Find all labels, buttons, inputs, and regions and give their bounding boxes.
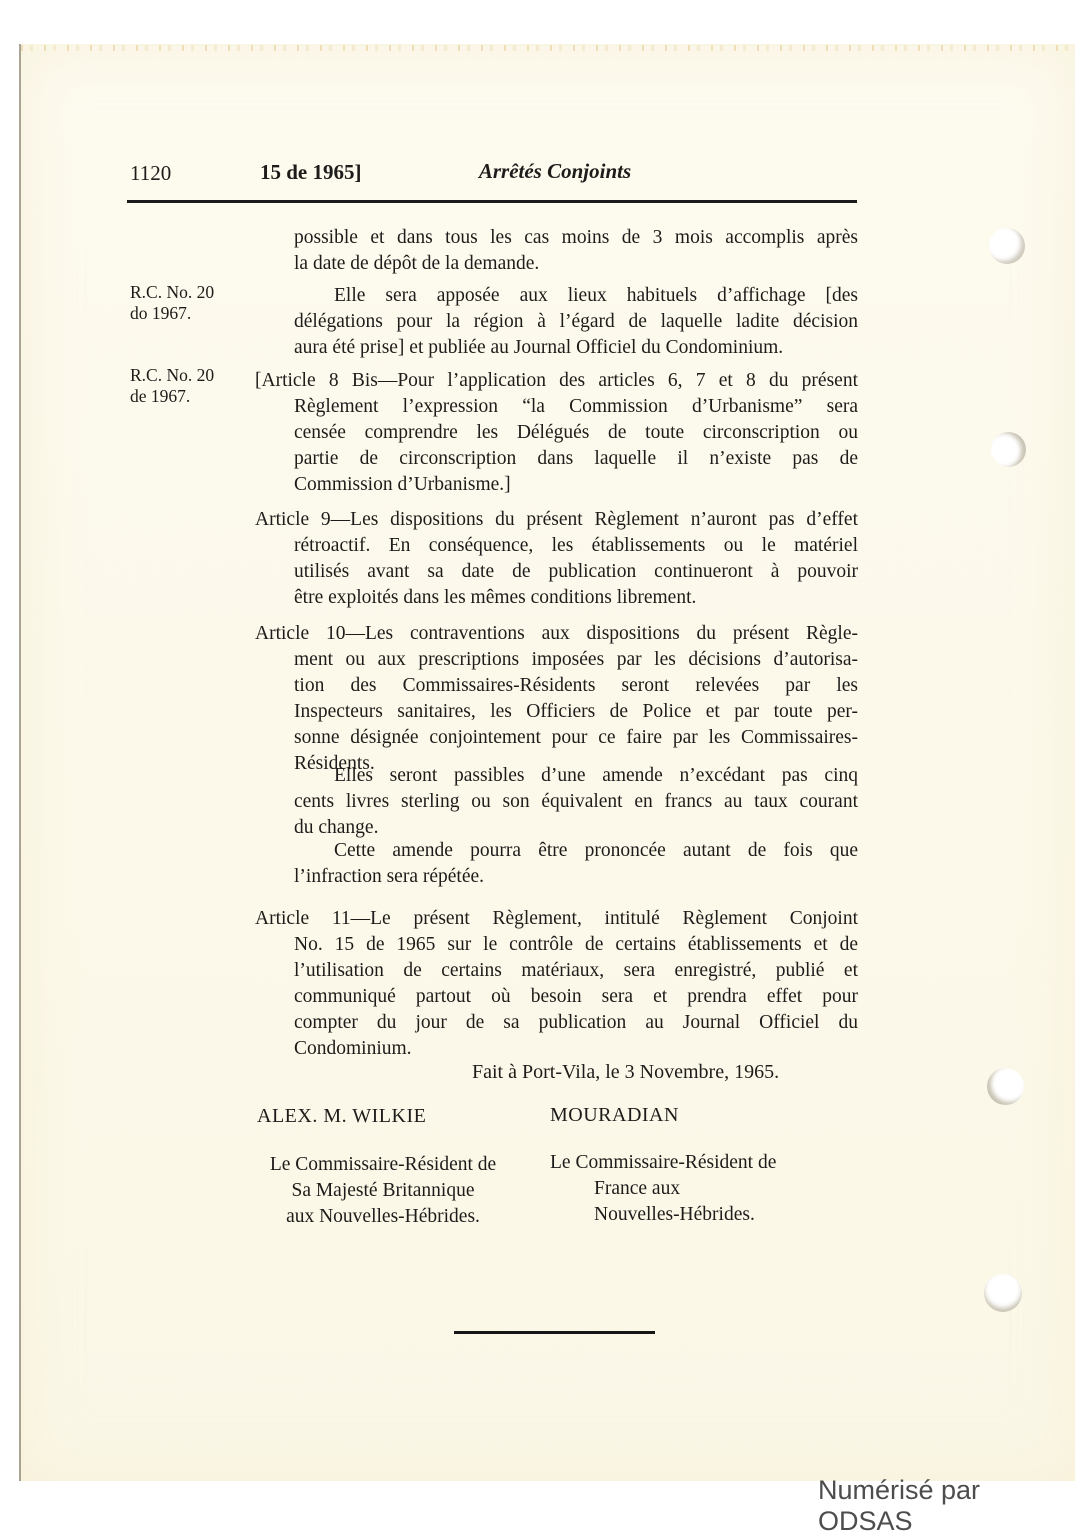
signatory-title-line: France aux <box>594 1178 681 1199</box>
signatory-title-french <box>550 1150 820 1228</box>
margin-note-line: R.C. No. 20 <box>130 282 215 302</box>
text-line: Condominium. <box>294 1038 412 1059</box>
signatory-title-british <box>250 1152 516 1230</box>
signatory-name-british: ALEX. M. WILKIE <box>257 1105 427 1127</box>
text-line: être exploités dans les mêmes conditions librement. <box>294 587 697 608</box>
text-line: l’utilisation de certains matériaux, sera enregistré, publié et <box>294 960 858 981</box>
text-line: aura été prise] et publiée au Journal Officiel du Condominium. <box>294 337 784 358</box>
margin-note-line: R.C. No. 20 <box>130 365 215 385</box>
margin-note <box>130 282 248 323</box>
text-line: Elle sera apposée aux lieux habituels d’affichage [des <box>334 285 858 306</box>
margin-note-line: do 1967. <box>130 302 192 323</box>
text-line: utilisés avant sa date de publication continueront à pouvoir <box>294 561 858 582</box>
paragraph <box>255 283 858 361</box>
text-line: possible et dans tous les cas moins de 3 mois accomplis après <box>294 227 858 248</box>
text-line: Cette amende pourra être prononcée autant de fois que <box>334 840 858 861</box>
text-line: l’infraction sera répétée. <box>294 866 485 887</box>
paragraph-article-11 <box>255 906 858 1062</box>
signatory-title-line: Sa Majesté Britannique <box>291 1180 475 1201</box>
signatory-name-french: MOURADIAN <box>550 1104 679 1126</box>
text-line: sonne désignée conjointement pour ce faire par les Commissaires- <box>294 727 858 748</box>
header-rule <box>127 200 857 203</box>
text-line: No. 15 de 1965 sur le contrôle de certains établissements et de <box>294 934 858 955</box>
signatory-title-line: Nouvelles-Hébrides. <box>594 1204 755 1225</box>
digitization-watermark: Numérisé par ODSAS <box>818 1475 981 1536</box>
punch-hole <box>989 228 1025 264</box>
signatory-title-line: Le Commissaire-Résident de <box>269 1154 497 1175</box>
text-line: Article 9—Les dispositions du présent Règlement n’auront pas d’effet <box>255 509 858 530</box>
margin-note-line: de 1967. <box>130 385 191 406</box>
signatory-title-line: Le Commissaire-Résident de <box>550 1152 777 1173</box>
text-line: Commission d’Urbanisme.] <box>294 474 511 495</box>
text-line: tion des Commissaires-Résidents seront relevées par les <box>294 675 858 696</box>
margin-note <box>130 365 248 406</box>
text-line: rétroactif. En conséquence, les établissements ou le matériel <box>294 535 858 556</box>
journal-title: Arrêtés Conjoints <box>478 159 632 183</box>
text-line: [Article 8 Bis—Pour l’application des articles 6, 7 et 8 du présent <box>255 370 858 391</box>
end-rule <box>454 1331 655 1334</box>
paragraph-article-9 <box>255 507 858 611</box>
text-line: Article 10—Les contraventions aux dispositions du présent Règle- <box>255 623 858 644</box>
text-line: Elles seront passibles d’une amende n’excédant pas cinq <box>334 765 858 786</box>
signatory-title-line: aux Nouvelles-Hébrides. <box>286 1206 480 1227</box>
punch-hole <box>991 432 1026 467</box>
text-line: partie de circonscription dans laquelle il n’existe pas de <box>294 448 858 469</box>
text-line: Résidents. <box>294 753 375 774</box>
paragraph-article-8bis <box>255 368 858 498</box>
issue-reference: 15 de 1965] <box>260 160 362 184</box>
text-line: délégations pour la région à l’égard de laquelle ladite décision <box>294 311 858 332</box>
page-number: 1120 <box>130 161 172 185</box>
paragraph-continuation <box>255 225 858 277</box>
text-line: communiqué partout où besoin sera et prendra effet pour <box>294 986 858 1007</box>
punch-hole <box>987 1068 1024 1105</box>
text-line: Inspecteurs sanitaires, les Officiers de Police et par toute per- <box>294 701 858 722</box>
text-line: Article 11—Le présent Règlement, intitulé Règlement Conjoint <box>255 908 858 929</box>
text-line: compter du jour de sa publication au Journal Officiel du <box>294 1012 858 1033</box>
paragraph <box>255 763 858 841</box>
text-line: cents livres sterling ou son équivalent en francs au taux courant <box>294 791 858 812</box>
text-line: la date de dépôt de la demande. <box>294 253 540 274</box>
paragraph <box>255 838 858 890</box>
text-line: Règlement l’expression “la Commission d’Urbanisme” sera <box>294 396 858 417</box>
paragraph-article-10 <box>255 621 858 777</box>
text-line: du change. <box>294 817 379 838</box>
dateline: Fait à Port-Vila, le 3 Novembre, 1965. <box>472 1061 780 1083</box>
punch-hole <box>984 1274 1022 1312</box>
text-line: censée comprendre les Délégués de toute circonscription ou <box>294 422 858 443</box>
text-line: ment ou aux prescriptions imposées par les décisions d’autorisa- <box>294 649 858 670</box>
